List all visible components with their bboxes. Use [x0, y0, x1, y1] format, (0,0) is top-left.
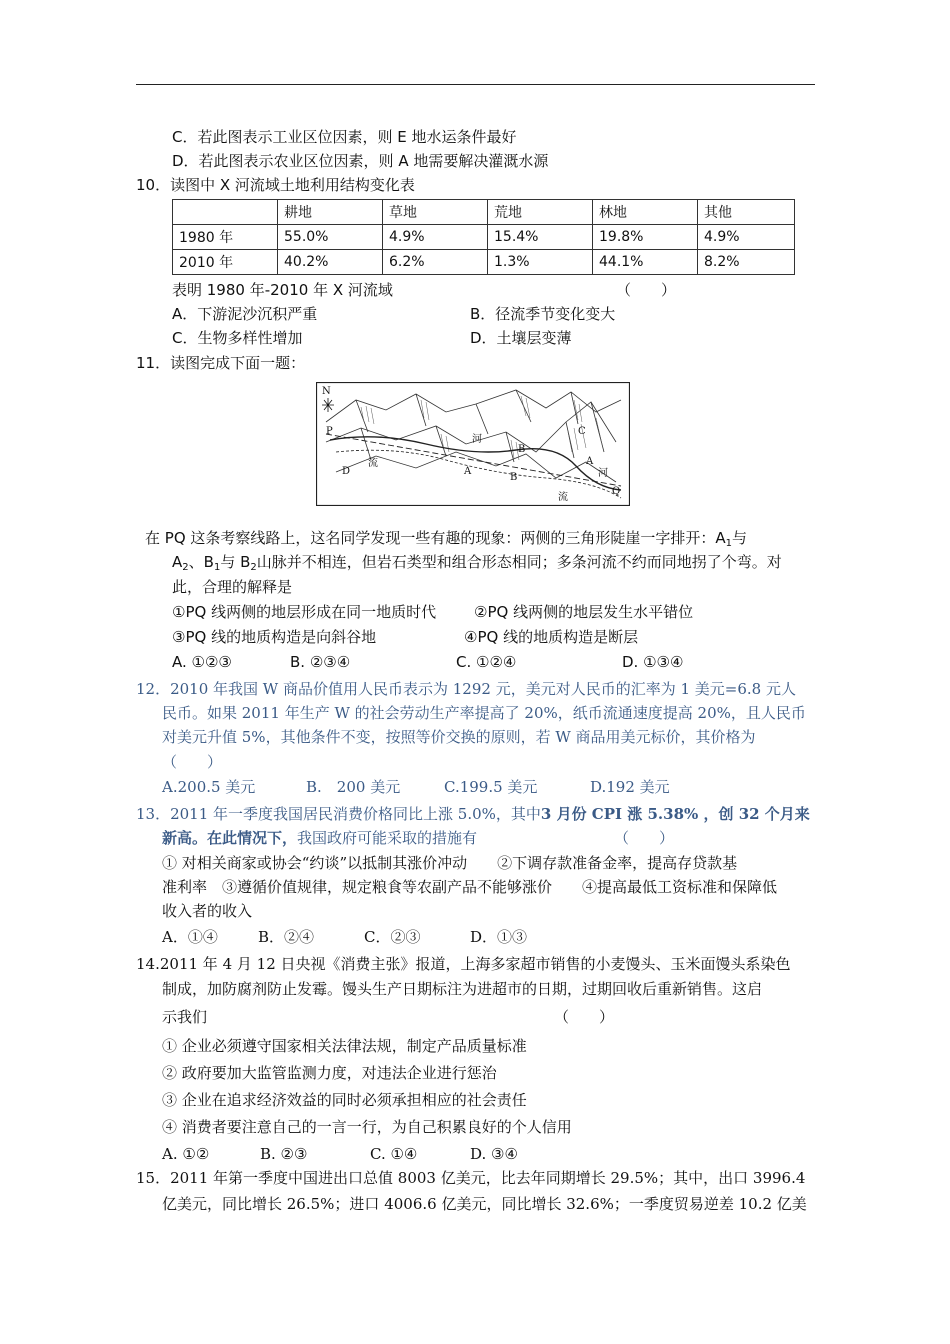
q11-item-4: ④PQ 线的地质构造是断层 [464, 628, 639, 646]
q14-option-c: C. ①④ [370, 1145, 418, 1163]
q10-option-a: A．下游泥沙沉积严重 [172, 305, 318, 323]
q13-option-c: C．②③ [364, 928, 421, 946]
table-cell: 2010 年 [173, 250, 278, 275]
q13-option-b: B．②④ [258, 928, 315, 946]
table-cell [173, 200, 278, 225]
table-cell: 1.3% [488, 250, 593, 275]
q11-option-b: B. ②③④ [290, 653, 351, 671]
q12-line2: 民币。如果 2011 年生产 W 的社会劳动生产率提高了 20%，纸币流通速度提高 20%，且人民币 [162, 704, 806, 722]
geology-sketch-map [316, 382, 630, 506]
table-cell: 耕地 [278, 200, 383, 225]
q13-line5: 收入者的收入 [162, 902, 253, 920]
table-cell: 6.2% [383, 250, 488, 275]
q10-prompt: 表明 1980 年-2010 年 X 河流域 [172, 281, 393, 299]
q14-line1: 14.2011 年 4 月 12 日央视《消费主张》报道，上海多家超市销售的小麦馒头、玉米面馒头系染色 [136, 955, 791, 973]
q12-option-d: D.192 美元 [590, 778, 670, 796]
map-label-b1: B [518, 444, 526, 455]
map-label-p: P [326, 426, 333, 437]
map-label-b2: B [510, 472, 518, 483]
q14-line3: 示我们 [162, 1008, 208, 1026]
q11-item-2: ②PQ 线两侧的地层发生水平错位 [474, 603, 694, 621]
q14-item-3: ③ 企业在追求经济效益的同时必须承担相应的社会责任 [162, 1091, 527, 1109]
q10-option-c: C．生物多样性增加 [172, 329, 303, 347]
map-label-c: C [578, 426, 586, 437]
q11-option-d: D. ①③④ [622, 653, 684, 671]
table-cell: 4.9% [383, 225, 488, 250]
q11-item-1: ①PQ 线两侧的地层形成在同一地质时代 [172, 603, 437, 621]
q15-line2: 亿美元，同比增长 26.5%；进口 4006.6 亿美元，同比增长 32.6%；一季度贸易逆差 10.2 亿美 [162, 1195, 807, 1213]
map-label-north: N [322, 386, 331, 397]
q10-option-d: D．土壤层变薄 [470, 329, 572, 347]
table-cell: 荒地 [488, 200, 593, 225]
q14-line2: 制成，加防腐剂防止发霉。馒头生产日期标注为进超市的日期，过期回收后重新销售。这启 [162, 980, 763, 998]
q13-option-d: D．①③ [470, 928, 528, 946]
q13-line1: 13．2011 年一季度我国居民消费价格同比上涨 5.0%，其中3 月份 CPI 涨 5.38% ，创 32 个月来 [136, 805, 810, 823]
map-label-river: 流 [558, 492, 568, 503]
q12-option-c: C.199.5 美元 [444, 778, 538, 796]
q13-line4: 准利率 ③遵循价值规律，规定粮食等农副产品不能够涨价 ④提高最低工资标准和保障低 [162, 878, 778, 896]
q10-stem: 10．读图中 X 河流域土地利用结构变化表 [136, 176, 415, 194]
q10-option-b: B．径流季节变化变大 [470, 305, 616, 323]
q9-option-c: C．若此图表示工业区位因素，则 E 地水运条件最好 [172, 128, 517, 146]
q11-text-line1: 在 PQ 这条考察线路上，这名同学发现一些有趣的现象：两侧的三角形陡崖一字排开：$A_1$与 [145, 529, 748, 549]
q14-option-d: D. ③④ [470, 1145, 518, 1163]
q13-answer-paren: （ ） [614, 829, 675, 847]
q12-line3: 对美元升值 5%，其他条件不变，按照等价交换的原则，若 W 商品用美元标价，其价格为 [162, 728, 756, 746]
land-use-table [172, 199, 795, 275]
q13-line3: ① 对相关商家或协会“约谈”以抵制其涨价冲动 ②下调存款准备金率，提高存贷款基 [162, 854, 738, 872]
table-header-row [173, 200, 795, 225]
q11-option-c: C. ①②④ [456, 653, 517, 671]
q11-item-3: ③PQ 线的地质构造是向斜谷地 [172, 628, 377, 646]
q14-item-4: ④ 消费者要注意自己的一言一行，为自己积累良好的个人信用 [162, 1118, 572, 1136]
table-row [173, 225, 795, 250]
q14-item-2: ② 政府要加大监管监测力度，对违法企业进行惩治 [162, 1064, 497, 1082]
map-label-river: 河 [598, 468, 608, 479]
q13-line2: 新高。在此情况下，我国政府可能采取的措施有 [162, 829, 478, 847]
q14-answer-paren: （ ） [554, 1008, 615, 1026]
header-rule [136, 84, 815, 85]
table-cell: 1980 年 [173, 225, 278, 250]
q12-option-b: B. 200 美元 [306, 778, 401, 796]
q11-text-line3: 此，合理的解释是 [172, 578, 293, 596]
map-label-d: D [342, 466, 351, 477]
table-row [173, 250, 795, 275]
q11-option-a: A. ①②③ [172, 653, 232, 671]
table-cell: 林地 [593, 200, 698, 225]
table-cell: 19.8% [593, 225, 698, 250]
q10-answer-paren: （ ） [616, 281, 677, 299]
map-label-q: Q [612, 486, 621, 497]
q14-option-b: B. ②③ [260, 1145, 308, 1163]
table-cell: 其他 [698, 200, 795, 225]
table-cell: 4.9% [698, 225, 795, 250]
q14-option-a: A. ①② [162, 1145, 210, 1163]
table-cell: 40.2% [278, 250, 383, 275]
table-cell: 44.1% [593, 250, 698, 275]
map-label-river: 河 [472, 434, 482, 445]
q12-answer-paren: （ ） [162, 753, 223, 771]
table-cell: 8.2% [698, 250, 795, 275]
q9-option-d: D．若此图表示农业区位因素，则 A 地需要解决灌溉水源 [172, 152, 549, 170]
table-cell: 草地 [383, 200, 488, 225]
map-label-a1: A [586, 456, 594, 467]
q13-option-a: A．①④ [162, 928, 218, 946]
q12-option-a: A.200.5 美元 [162, 778, 256, 796]
q15-line1: 15．2011 年第一季度中国进出口总值 8003 亿美元，比去年同期增长 29.5%；其中，出口 3996.4 [136, 1169, 806, 1187]
q11-text-line2: $A_2$、$B_1$与 $B_2$山脉并不相连，但岩石类型和组合形态相同；多条河流不约而同地拐了个弯。对 [172, 553, 782, 573]
table-cell: 55.0% [278, 225, 383, 250]
q11-stem: 11．读图完成下面一题： [136, 354, 306, 372]
q14-item-1: ① 企业必须遵守国家相关法律法规，制定产品质量标准 [162, 1037, 527, 1055]
map-label-a2: A [464, 466, 472, 477]
table-cell: 15.4% [488, 225, 593, 250]
q12-line1: 12．2010 年我国 W 商品价值用人民币表示为 1292 元，美元对人民币的汇率为 1 美元=6.8 元人 [136, 680, 796, 698]
map-label-river: 流 [368, 458, 378, 469]
